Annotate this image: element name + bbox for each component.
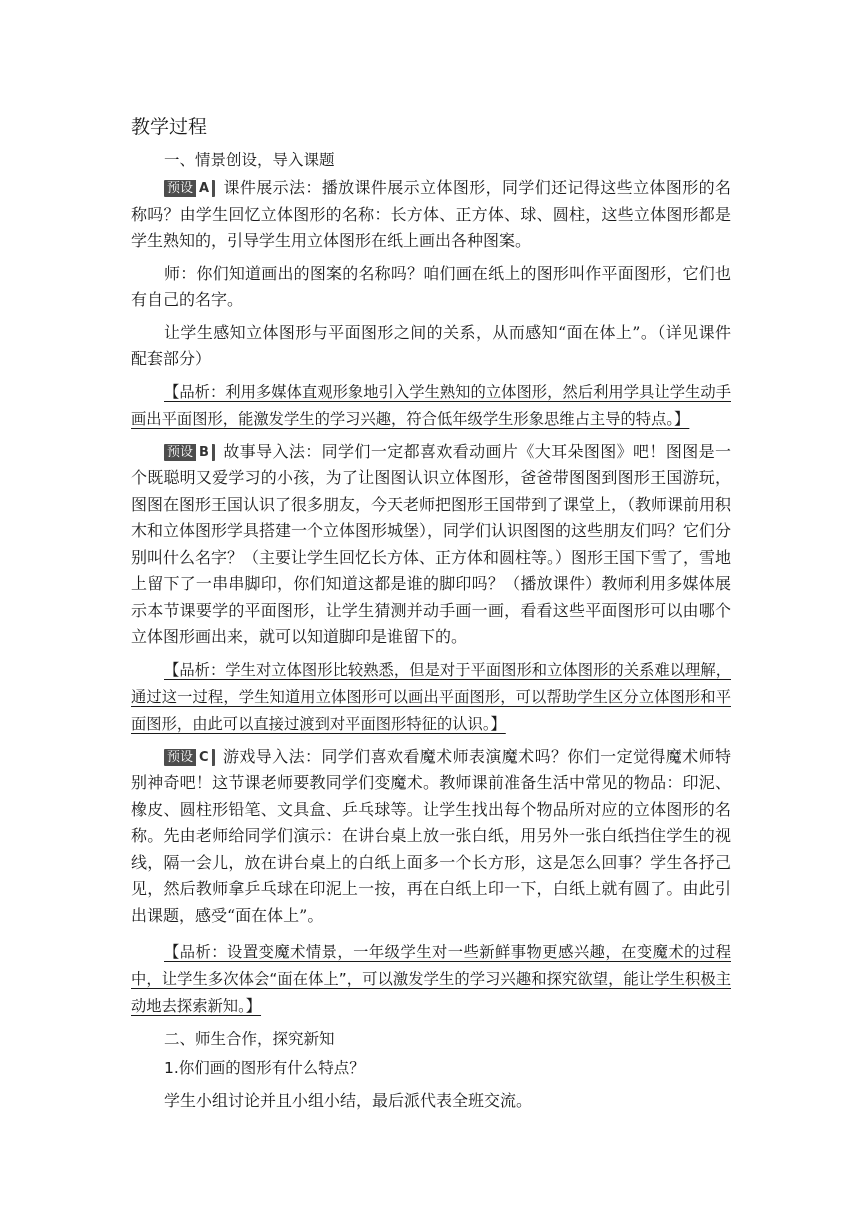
section-heading: 教学过程 — [131, 116, 208, 138]
subsection-heading-2: 二、师生合作，探究新知 — [164, 1030, 335, 1048]
analysis-b: 【品析：学生对立体图形比较熟悉，但是对于平面图形和立体图形的关系难以理解，通过这一过程，学生知道用立体图形可以画出平面图形，可以帮助学生区分立体图形和平面图形，由此可以直接过渡到对平面图形特征的认识。】 — [131, 660, 731, 733]
preset-badge-label: 预设 — [167, 444, 194, 460]
preset-a-paragraph — [131, 175, 731, 255]
preset-badge-letter: C — [196, 749, 212, 766]
preset-badge-label: 预设 — [167, 749, 194, 765]
preset-badge-letter: B — [196, 444, 212, 461]
question-1: 1.你们画的图形有什么特点？ — [164, 1059, 365, 1077]
preset-badge-label: 预设 — [167, 181, 194, 196]
preset-c-paragraph — [131, 744, 731, 930]
analysis-a: 【品析：利用多媒体直观形象地引入学生熟知的立体图形，然后利用学具让学生动手画出平面图形，能激发学生的学习兴趣，符合低年级学生形象思维占主导的特点。】 — [131, 382, 731, 428]
preset-badge-a — [164, 180, 215, 197]
subsection-heading-1: 一、情景创设，导入课题 — [164, 151, 335, 169]
preset-b-text: 故事导入法：同学们一定都喜欢看动画片《大耳朵图图》吧！图图是一个既聪明又爱学习的小孩，为了让图图认识立体图形，爸爸带图图到图形王国游玩，图图在图形王国认识了很多朋友，今天老师把图形王国带到了课堂上，（教师课前用积木和立体图形学具搭建一个立体图形城堡），同学们认识图图的这些朋友们吗？它们分别叫什么名字？（主要让学生回忆长方体、正方体和圆柱等。）图形王国下雪了，雪地上留下了一串串脚印，你们知道这都是谁的脚印吗？（播放课件）教师利用多媒体展示本节课要学的平面图形，让学生猜测并动手画一画，看看这些平面图形可以由哪个立体图形画出来，就可以知道脚印是谁留下的。 — [131, 441, 732, 646]
teacher-paragraph: 师：你们知道画出的图案的名称吗？咱们画在纸上的图形叫作平面图形，它们也有自己的名字。 — [131, 263, 731, 309]
preset-badge-b — [164, 444, 215, 461]
preset-b-paragraph — [131, 439, 731, 651]
preset-a-text: 课件展示法：播放课件展示立体图形，同学们还记得这些立体图形的名称吗？由学生回忆立体图形的名称：长方体、正方体、球、圆柱，这些立体图形都是学生熟知的，引导学生用立体图形在纸上画出各种图案。 — [131, 178, 731, 250]
document-body — [131, 114, 731, 1115]
preset-badge-letter: A — [196, 180, 212, 197]
analysis-c: 【品析：设置变魔术情景，一年级学生对一些新鲜事物更感兴趣，在变魔术的过程中，让学生多次体会“面在体上”，可以激发学生的学习兴趣和探究欲望，能让学生积极主动地去探索新知。】 — [131, 943, 731, 1015]
preset-c-text: 游戏导入法：同学们喜欢看魔术师表演魔术吗？你们一定觉得魔术师特别神奇吧！这节课老师要教同学们变魔术。教师课前准备生活中常见的物品：印泥、橡皮、圆柱形铅笔、文具盒、乒乓球等。让学生找出每个物品所对应的立体图形的名称。先由老师给同学们演示：在讲台桌上放一张白纸，用另外一张白纸挡住学生的视线，隔一会儿，放在讲台桌上的白纸上面多一个长方形，这是怎么回事？学生各抒己见，然后教师拿乒乓球在印泥上一按，再在白纸上印一下，白纸上就有圆了。由此引出课题，感受“面在体上”。 — [131, 746, 731, 925]
discussion-paragraph: 学生小组讨论并且小组小结，最后派代表全班交流。 — [164, 1091, 533, 1110]
perception-paragraph: 让学生感知立体图形与平面图形之间的关系，从而感知“面在体上”。（详见课件配套部分） — [131, 322, 731, 368]
preset-badge-c — [164, 749, 215, 766]
